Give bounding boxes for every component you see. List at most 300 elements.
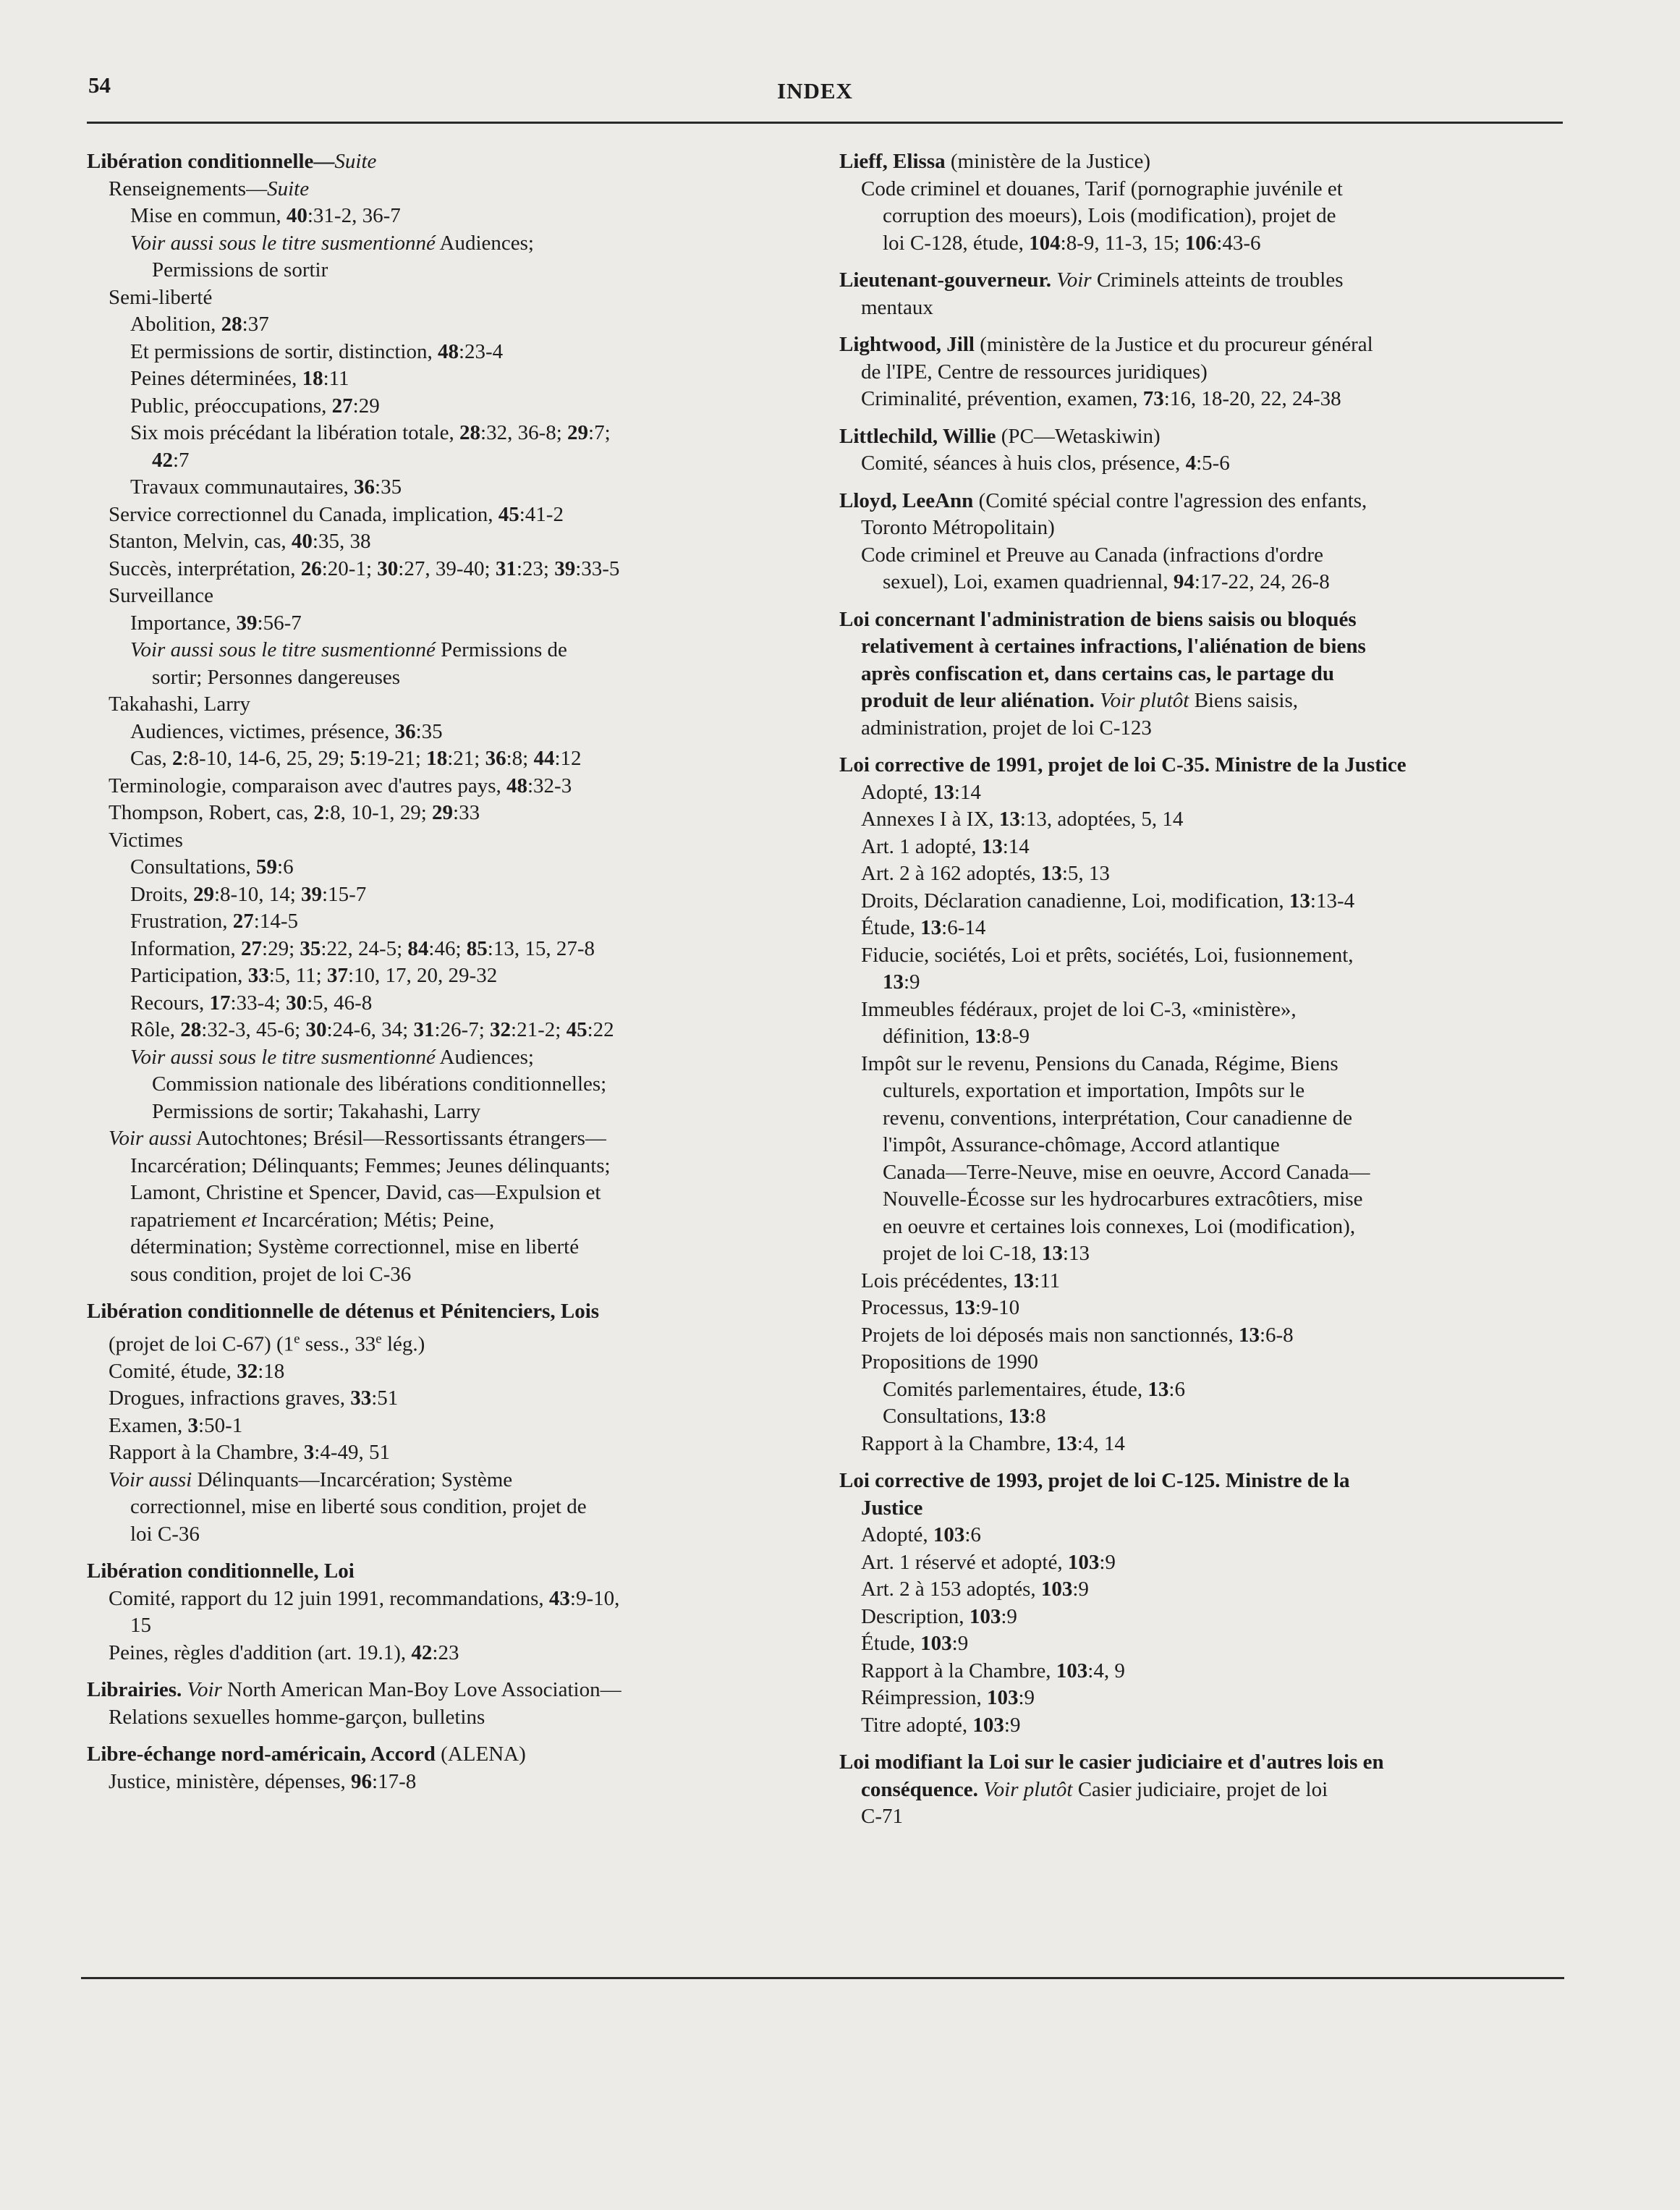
index-entry (839, 331, 1563, 413)
bold-term: 2 (313, 801, 325, 824)
bold-term: 13 (920, 916, 942, 939)
text-segment: :51 (371, 1386, 399, 1410)
text-segment: :21; (447, 747, 485, 770)
text-segment: Incarcération; Métis; Peine, (256, 1208, 495, 1232)
text-segment: :41-2 (519, 502, 564, 526)
bold-term: 32 (237, 1359, 258, 1383)
bold-term: 35 (300, 936, 321, 960)
index-entry-line (839, 687, 1563, 715)
text-segment: :20-1; (321, 556, 378, 580)
index-entry-line (839, 1268, 1563, 1295)
text-segment: Délinquants—Incarcération; Système (192, 1468, 513, 1491)
text-segment: Information, (130, 936, 242, 960)
text-segment: (Comité spécial contre l'agression des enfants, (973, 488, 1367, 512)
text-segment: sortir; Personnes dangereuses (152, 665, 401, 689)
index-entry (87, 1558, 781, 1667)
text-segment: Frustration, (130, 910, 233, 933)
text-segment: (ministère de la Justice et du procureur général (974, 333, 1373, 356)
bold-term: 3 (187, 1413, 199, 1437)
index-entry-line (839, 569, 1563, 596)
text-segment: Succès, interprétation, (109, 556, 301, 580)
bold-term: 13 (954, 1296, 975, 1319)
bold-term: 2 (172, 747, 183, 770)
bold-term: Lightwood, Jill (839, 333, 975, 356)
text-segment: définition, (883, 1025, 975, 1048)
cross-reference: Voir aussi sous le titre susmentionné (130, 638, 436, 661)
text-segment: Cas, (130, 747, 172, 770)
text-segment: sexuel), Loi, examen quadriennal, (883, 570, 1174, 593)
index-entry-line (87, 257, 781, 284)
left-index-column (87, 148, 781, 1805)
bold-term: Libération conditionnelle— (87, 150, 335, 173)
index-entry-line (87, 1326, 781, 1358)
bold-term: 103 (969, 1604, 1001, 1628)
index-entry (87, 148, 781, 1288)
index-entry-line (87, 800, 781, 827)
index-entry-line (87, 1769, 781, 1796)
text-segment: Peines, règles d'addition (art. 19.1), (109, 1640, 412, 1664)
text-segment: Abolition, (130, 313, 221, 336)
bottom-rule (81, 1977, 1564, 1979)
text-segment: (ministère de la Justice) (945, 150, 1151, 173)
text-segment: sous condition, projet de loi C-36 (130, 1262, 412, 1286)
bold-term: 31 (495, 556, 517, 580)
text-segment: Participation, (130, 964, 248, 987)
index-entry-line (87, 284, 781, 312)
text-segment: Casier judiciaire, projet de loi (1072, 1777, 1328, 1801)
text-segment: Art. 2 à 162 adoptés, (861, 862, 1041, 885)
index-entry-line (839, 1576, 1563, 1604)
index-entry-line (839, 1777, 1563, 1804)
bold-term: 27 (241, 936, 263, 960)
index-entry-line (87, 474, 781, 501)
index-entry-heading (87, 1298, 781, 1326)
bold-term: 13 (1238, 1323, 1260, 1347)
text-segment: Service correctionnel du Canada, implication, (109, 502, 499, 526)
text-segment: Titre adopté, (861, 1713, 973, 1737)
index-entry-line (839, 633, 1563, 661)
bold-term: 28 (459, 421, 481, 444)
text-segment: :33 (453, 801, 480, 824)
index-entry-heading (839, 148, 1563, 176)
text-segment: Peines déterminées, (130, 367, 302, 390)
bold-term: Loi modifiant la Loi sur le casier judiciaire et d'autres lois en (839, 1750, 1384, 1774)
text-segment: :5-6 (1196, 452, 1230, 475)
text-segment: Processus, (861, 1296, 954, 1319)
text-segment: de l'IPE, Centre de ressources juridiques) (861, 360, 1208, 384)
index-entry-line (839, 359, 1563, 386)
text-segment: :35 (375, 475, 402, 499)
bold-term: 13 (1041, 1242, 1063, 1265)
text-segment: C-71 (861, 1805, 903, 1828)
bold-term: 18 (302, 367, 323, 390)
text-segment: Audiences; (435, 231, 534, 255)
bold-term: Lloyd, LeeAnn (839, 488, 974, 512)
text-segment: Victimes (109, 828, 183, 852)
bold-term: Loi corrective de 1993, projet de loi C-125. Ministre de la (839, 1469, 1350, 1492)
text-segment: :18 (258, 1359, 285, 1383)
text-segment: :9 (951, 1632, 969, 1655)
text-segment: Justice, ministère, dépenses, (109, 1769, 352, 1793)
bold-term: 48 (437, 339, 459, 363)
index-entry-line (87, 393, 781, 420)
index-entry-line (87, 583, 781, 610)
bold-term: 29 (567, 421, 589, 444)
text-segment: correctionnel, mise en liberté sous condition, projet de (130, 1495, 587, 1519)
text-segment: Projets de loi déposés mais non sanctionnés, (861, 1323, 1239, 1347)
bold-term: 39 (301, 882, 323, 906)
index-entry-line (87, 854, 781, 881)
index-entry-line (839, 806, 1563, 834)
text-segment: Importance, (130, 611, 237, 635)
text-segment: :4, 14 (1077, 1431, 1125, 1455)
bold-term: 45 (498, 502, 519, 526)
index-entry (839, 752, 1563, 1457)
text-segment: Permissions de sortir (152, 258, 328, 281)
bold-term: 32 (490, 1018, 512, 1041)
text-segment: :23 (432, 1640, 459, 1664)
text-segment: mentaux (861, 295, 933, 319)
bold-term: 40 (286, 204, 307, 227)
text-segment: Code criminel et douanes, Tarif (pornographie juvénile et (861, 177, 1343, 200)
text-segment: :23-4 (458, 339, 504, 363)
text-segment: :6-8 (1259, 1323, 1294, 1347)
index-entry-line (839, 1295, 1563, 1322)
top-rule (87, 122, 1563, 124)
bold-term: 33 (247, 964, 269, 987)
index-entry-line (839, 295, 1563, 322)
text-segment: Rapport à la Chambre, (861, 1431, 1056, 1455)
index-entry-line (87, 528, 781, 556)
text-segment: :9-10, (569, 1586, 620, 1610)
text-segment: Droits, Déclaration canadienne, Loi, modification, (861, 889, 1289, 913)
index-entry-line (87, 1612, 781, 1640)
bold-term: Loi corrective de 1991, projet de loi C-35. Ministre de la Justice (839, 753, 1407, 776)
text-segment: :9 (1099, 1550, 1116, 1574)
bold-term: 5 (349, 747, 361, 770)
text-segment: :9-10 (975, 1296, 1020, 1319)
text-segment: e (376, 1331, 382, 1347)
text-segment: :9 (1018, 1686, 1035, 1709)
bold-term: produit de leur aliénation. (861, 689, 1095, 712)
text-segment: :32, 36-8; (480, 421, 568, 444)
index-entry-line (839, 969, 1563, 996)
text-segment: Travaux communautaires, (130, 475, 355, 499)
text-segment: Rôle, (130, 1018, 181, 1041)
text-segment: :17-8 (372, 1769, 417, 1793)
text-segment: :5, 11; (268, 964, 327, 987)
text-segment: :10, 17, 20, 29-32 (347, 964, 498, 987)
text-segment: :8, 10-1, 29; (324, 801, 433, 824)
bold-term: 13 (998, 808, 1020, 831)
text-segment: :37 (242, 313, 269, 336)
index-entry-line (839, 1051, 1563, 1078)
cross-reference: Voir plutôt (983, 1777, 1073, 1801)
index-entry-line (839, 1403, 1563, 1431)
index-entry-heading (839, 1468, 1563, 1495)
text-segment: :29; (262, 936, 300, 960)
text-segment: :35, 38 (312, 530, 371, 553)
text-segment: Lois précédentes, (861, 1269, 1014, 1292)
text-segment: e (294, 1331, 300, 1347)
index-entry-line (839, 1349, 1563, 1376)
index-entry-line (87, 1044, 781, 1072)
text-segment: :56-7 (257, 611, 302, 635)
text-segment: :13 (1062, 1242, 1090, 1265)
bold-term: 103 (920, 1632, 952, 1655)
text-segment: :9 (904, 970, 920, 994)
bold-term: 104 (1029, 231, 1061, 255)
index-entry-heading (839, 606, 1563, 634)
text-segment: Comité, étude, (109, 1359, 237, 1383)
text-segment: culturels, exportation et importation, Impôts sur le (883, 1079, 1305, 1102)
index-entry-line (87, 339, 781, 366)
bold-term: 26 (300, 556, 322, 580)
index-entry-line (839, 1322, 1563, 1350)
bold-term: 37 (326, 964, 348, 987)
bold-term: 94 (1173, 570, 1195, 593)
text-segment: :29 (352, 394, 380, 418)
index-entry-heading (839, 423, 1563, 451)
index-entry-line (839, 1078, 1563, 1105)
bold-term: 96 (351, 1769, 373, 1793)
text-segment: Recours, (130, 991, 210, 1015)
index-entry-line (87, 1385, 781, 1413)
index-entry-line (87, 1125, 781, 1153)
text-segment: :8; (506, 747, 534, 770)
text-segment: Drogues, infractions graves, (109, 1386, 351, 1410)
text-segment: North American Man-Boy Love Association— (221, 1678, 621, 1702)
bold-term: 106 (1184, 231, 1217, 255)
bold-term: 13 (975, 1025, 996, 1048)
bold-term: 29 (193, 882, 214, 906)
text-segment: rapatriement (130, 1208, 242, 1232)
bold-term: 3 (303, 1441, 315, 1465)
index-entry-line (839, 1630, 1563, 1658)
text-segment: :6 (1168, 1377, 1185, 1401)
text-segment: :13-4 (1310, 889, 1355, 913)
index-entry-line (87, 881, 781, 909)
text-segment: :8-10, 14; (214, 882, 302, 906)
index-entry-line (839, 1132, 1563, 1159)
text-segment: :16, 18-20, 22, 24-38 (1163, 387, 1341, 410)
text-segment: Biens saisis, (1189, 689, 1298, 712)
text-segment: Toronto Métropolitain) (861, 516, 1055, 539)
index-entry-line (839, 888, 1563, 915)
index-entry-line (839, 1186, 1563, 1214)
text-segment: Renseignements— (109, 177, 268, 200)
text-segment: :21-2; (511, 1018, 567, 1041)
index-entry (839, 1749, 1563, 1831)
index-entry-line (87, 1494, 781, 1521)
index-entry-line (839, 1105, 1563, 1132)
bold-term: 30 (286, 991, 307, 1015)
index-entry-line (87, 1585, 781, 1613)
text-segment: 15 (130, 1614, 151, 1638)
index-entry-line (87, 311, 781, 339)
bold-term: 103 (1040, 1578, 1073, 1601)
index-entry (87, 1298, 781, 1548)
text-segment: Comité, séances à huis clos, présence, (861, 452, 1186, 475)
text-segment: :8-10, 14-6, 25, 29; (182, 747, 350, 770)
bold-term: 42 (411, 1640, 433, 1664)
bold-term: 103 (972, 1713, 1004, 1737)
bold-term: 84 (407, 936, 429, 960)
index-entry-line (839, 1712, 1563, 1740)
text-segment: :9 (1004, 1713, 1021, 1737)
index-entry-heading (839, 331, 1563, 359)
text-segment: en oeuvre et certaines lois connexes, Loi (modification), (883, 1214, 1356, 1238)
text-segment: Étude, (861, 1632, 921, 1655)
text-segment: Fiducie, sociétés, Loi et prêts, sociétés, Loi, fusionnement, (861, 943, 1354, 967)
index-entry-heading (87, 148, 781, 176)
text-segment: :6-14 (941, 916, 986, 939)
bold-term: 39 (554, 556, 576, 580)
text-segment: :26-7; (434, 1018, 491, 1041)
text-segment: :5, 46-8 (307, 991, 373, 1015)
bold-term: 59 (256, 855, 278, 879)
bold-term: conséquence. (861, 1777, 978, 1801)
bold-term: 28 (221, 313, 242, 336)
text-segment: Terminologie, comparaison avec d'autres pays, (109, 774, 506, 797)
bold-term: Loi concernant l'administration de biens saisis ou bloqués (839, 607, 1357, 631)
text-segment: :4, 9 (1087, 1659, 1125, 1682)
text-segment: Lamont, Christine et Spencer, David, cas—Expulsion et (130, 1181, 601, 1204)
right-index-column (839, 148, 1563, 1841)
index-entry (839, 267, 1563, 321)
cross-reference: Voir plutôt (1100, 689, 1189, 712)
index-entry-line (839, 1803, 1563, 1831)
index-entry-line (839, 515, 1563, 542)
index-entry (87, 1677, 781, 1731)
text-segment: :33-4; (230, 991, 287, 1015)
index-entry-line (87, 501, 781, 529)
index-entry-line (839, 661, 1563, 688)
bold-term: 13 (1040, 862, 1062, 885)
bold-term: Lieutenant-gouverneur. (839, 268, 1051, 292)
text-segment: :14 (1002, 834, 1030, 858)
text-segment: Takahashi, Larry (109, 693, 251, 716)
text-segment: :12 (554, 747, 582, 770)
index-entry-line (839, 1658, 1563, 1685)
index-entry-line (839, 834, 1563, 861)
text-segment: :50-1 (198, 1413, 243, 1437)
text-segment: :33-5 (575, 556, 620, 580)
text-segment: Code criminel et Preuve au Canada (infractions d'ordre (861, 543, 1323, 567)
index-entry-heading (87, 1677, 781, 1704)
text-segment: (ALENA) (435, 1743, 526, 1766)
index-entry-heading (839, 488, 1563, 515)
text-segment: Canada—Terre-Neuve, mise en oeuvre, Accord Canada— (883, 1160, 1370, 1184)
text-segment: Description, (861, 1604, 970, 1628)
index-entry-line (87, 1467, 781, 1494)
bold-term: Libération conditionnelle, Loi (87, 1559, 355, 1583)
text-segment: :7; (588, 421, 611, 444)
index-entry-line (87, 1358, 781, 1386)
index-entry-line (839, 176, 1563, 203)
text-segment: :31-2, 36-7 (307, 204, 401, 227)
text-segment: Audiences, victimes, présence, (130, 719, 395, 743)
text-segment: :35 (415, 719, 443, 743)
bold-term: 103 (987, 1686, 1019, 1709)
index-entry-line (87, 176, 781, 203)
text-segment: Impôt sur le revenu, Pensions du Canada, Régime, Biens (861, 1051, 1339, 1075)
text-segment: :27, 39-40; (398, 556, 496, 580)
bold-term: 13 (1147, 1377, 1169, 1401)
text-segment: Permissions de sortir; Takahashi, Larry (152, 1099, 481, 1123)
bold-term: 27 (232, 910, 254, 933)
bold-term: 30 (305, 1018, 327, 1041)
index-entry-line (839, 1023, 1563, 1051)
index-entry-line (87, 691, 781, 719)
page-number: 54 (88, 72, 111, 98)
text-segment: :15-7 (322, 882, 367, 906)
text-segment: Criminels atteints de troubles (1091, 268, 1344, 292)
index-entry-line (839, 1431, 1563, 1458)
bold-term: 36 (394, 719, 416, 743)
text-segment: :14-5 (253, 910, 298, 933)
index-entry (839, 423, 1563, 478)
bold-term: 48 (506, 774, 527, 797)
text-segment: :32-3, 45-6; (201, 1018, 306, 1041)
index-entry-line (839, 915, 1563, 942)
text-segment: Autochtones; Brésil—Ressortissants étrangers— (192, 1127, 606, 1150)
bold-term: 13 (981, 834, 1003, 858)
page-title: INDEX (777, 78, 853, 103)
text-segment: sess., 33 (300, 1332, 376, 1356)
text-segment: :8 (1030, 1405, 1046, 1428)
index-entry-line (839, 1522, 1563, 1549)
text-segment: :24-6, 34; (326, 1018, 414, 1041)
index-entry-line (87, 1071, 781, 1098)
text-segment: (projet de loi C-67) (1 (109, 1332, 294, 1356)
index-entry-line (839, 1159, 1563, 1187)
text-segment: Six mois précédant la libération totale, (130, 421, 460, 444)
text-segment: :11 (1034, 1269, 1061, 1292)
bold-term: relativement à certaines infractions, l'aliénation de biens (861, 635, 1366, 658)
bold-term: 40 (291, 530, 313, 553)
index-entry-line (87, 745, 781, 773)
index-entry-line (839, 1376, 1563, 1404)
text-segment: Adopté, (861, 780, 933, 804)
index-entry-line (87, 1017, 781, 1044)
bold-term: 36 (485, 747, 506, 770)
index-entry (839, 148, 1563, 257)
cross-reference: Voir aussi (109, 1127, 192, 1150)
cross-reference: Voir aussi sous le titre susmentionné (130, 1045, 436, 1069)
text-segment: corruption des moeurs), Lois (modification), projet de (883, 204, 1336, 227)
text-segment: Surveillance (109, 584, 213, 607)
bold-term: Justice (861, 1496, 923, 1520)
index-entry-line (839, 1604, 1563, 1631)
text-segment: Criminalité, prévention, examen, (861, 387, 1143, 410)
index-entry-line (87, 610, 781, 638)
text-segment (1095, 689, 1100, 712)
bold-term: 28 (180, 1018, 202, 1041)
text-segment: projet de loi C-18, (883, 1242, 1042, 1265)
index-entry-line (87, 1413, 781, 1440)
index-entry-line (87, 1207, 781, 1235)
index-entry-line (87, 1180, 781, 1207)
text-segment: :4-49, 51 (314, 1441, 390, 1465)
text-segment: Comités parlementaires, étude, (883, 1377, 1148, 1401)
text-segment: Nouvelle-Écosse sur les hydrocarbures extracôtiers, mise (883, 1187, 1363, 1211)
bold-term: 73 (1142, 387, 1164, 410)
index-entry-line (87, 203, 781, 230)
text-segment: :9 (1072, 1578, 1089, 1601)
text-segment: administration, projet de loi C-123 (861, 716, 1152, 740)
text-segment: Incarcération; Délinquants; Femmes; Jeunes délinquants; (130, 1153, 611, 1177)
